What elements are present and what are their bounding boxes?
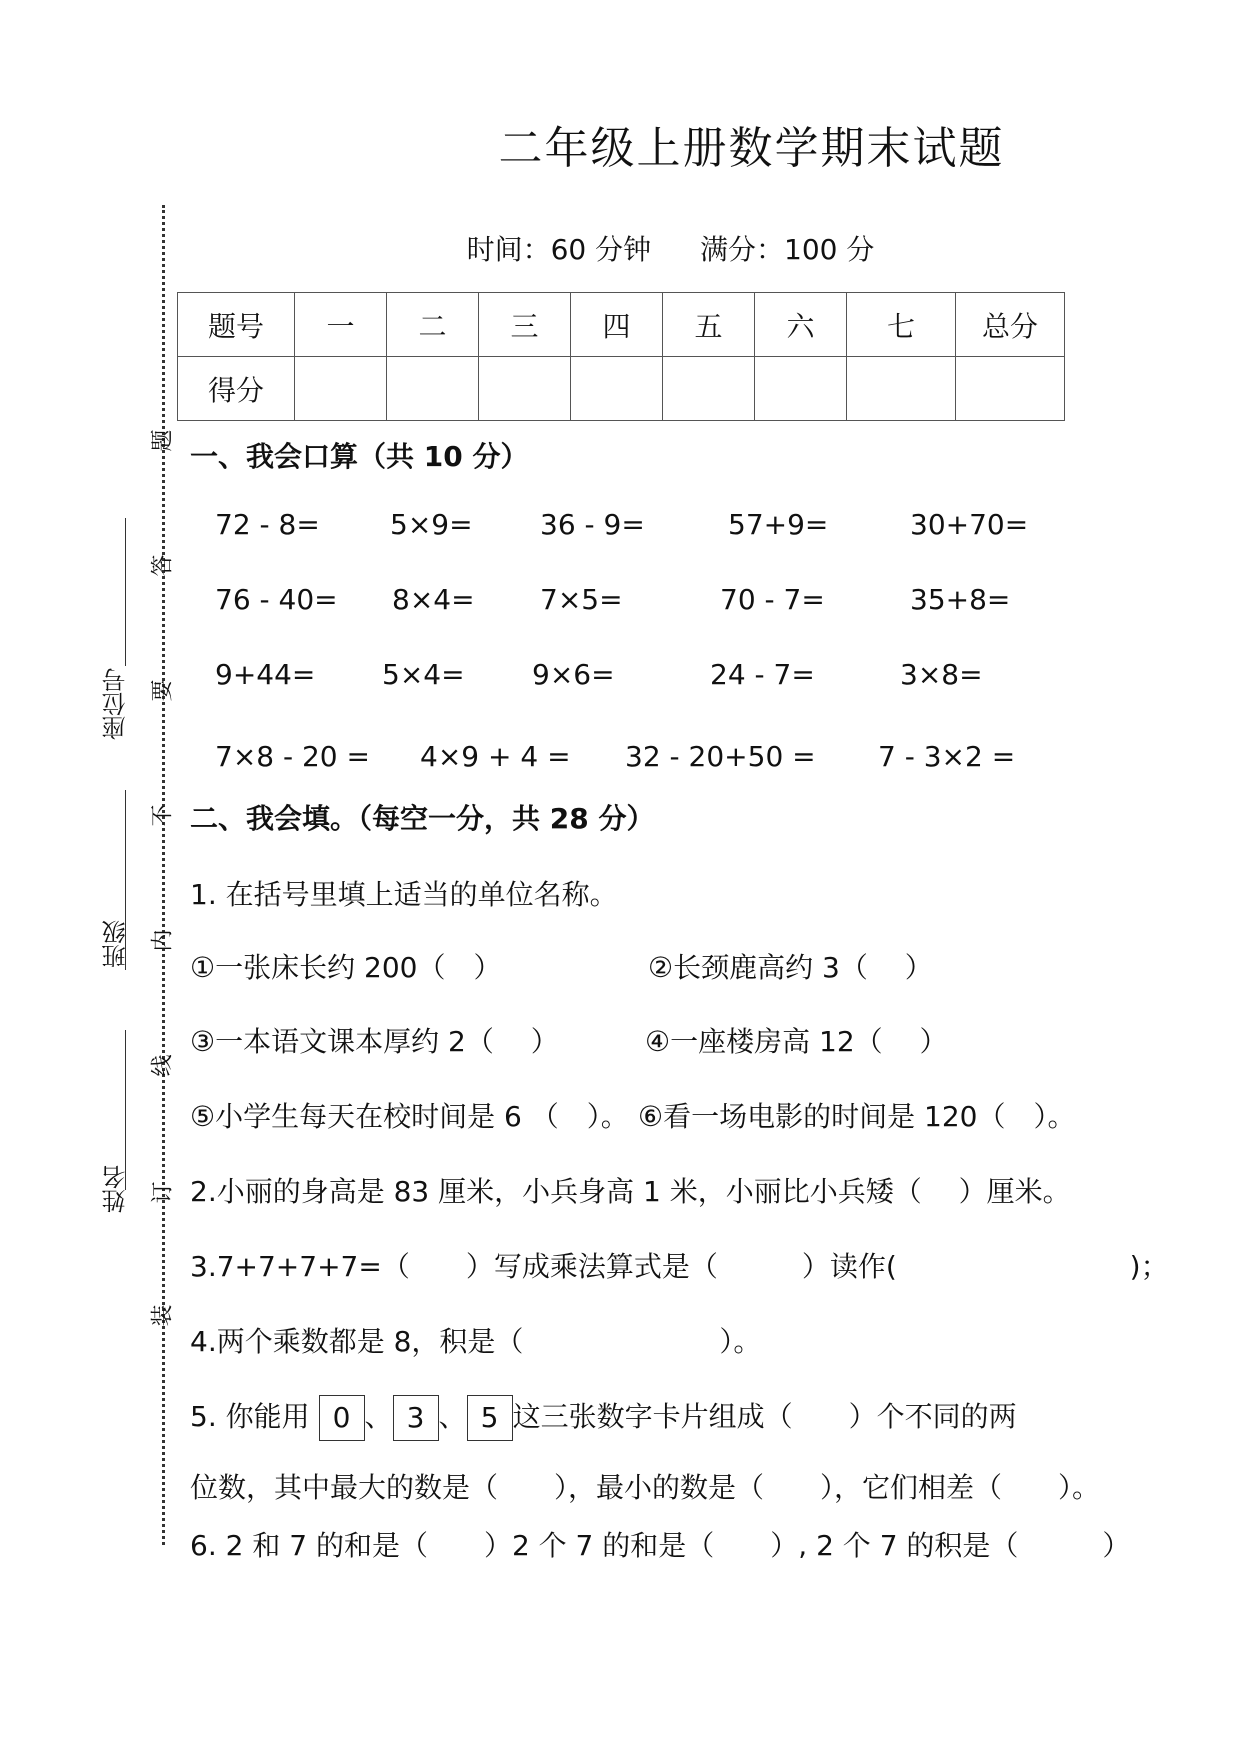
calc-item: 7 - 3×2 = [878,740,1016,773]
table-cell: 六 [755,293,847,357]
table-cell: 七 [847,293,956,357]
q1-item: ⑤小学生每天在校时间是 6 （ ）。 [190,1100,629,1133]
calc-item: 4×9 + 4 = [420,740,571,773]
binding-dotted-line [162,205,165,1545]
name-label: 姓名 [102,1165,130,1213]
score-input-cell[interactable] [479,357,571,421]
calc-item: 7×8 - 20 = [215,740,370,773]
binding-char: 题 [150,429,176,452]
q5-suffix: 这三张数字卡片组成（ ）个不同的两 [512,1400,1017,1433]
binding-char: 答 [150,554,176,577]
calc-item: 7×5= [540,583,623,616]
time-label: 时间：60 分钟 [466,233,652,266]
calc-item: 36 - 9= [540,508,645,541]
q1-item: ②长颈鹿高约 3（ ） [648,951,933,984]
question-3: 3.7+7+7+7=（ ）写成乘法算式是（ ）读作( )； [190,1250,1169,1283]
binding-char: 要 [150,679,176,702]
table-cell: 题号 [178,293,295,357]
class-label: 班级 [102,920,130,968]
binding-char: 内 [150,929,176,952]
score-input-cell[interactable] [847,357,956,421]
calc-item: 9×6= [532,658,615,691]
calc-item: 5×9= [390,508,473,541]
table-cell: 二 [387,293,479,357]
calc-item: 5×4= [382,658,465,691]
score-table-header-row [178,293,1065,357]
question-6: 6. 2 和 7 的和是（ ）2 个 7 的和是（ ）, 2 个 7 的积是（ ） [190,1529,1131,1562]
calc-item: 35+8= [910,583,1011,616]
table-cell: 五 [663,293,755,357]
question-5 [190,1395,1017,1441]
calc-item: 9+44= [215,658,316,691]
binding-char: 订 [150,1181,176,1204]
calc-item: 8×4= [392,583,475,616]
exam-info [0,228,1241,268]
question-1: 1. 在括号里填上适当的单位名称。 [190,878,618,911]
question-4: 4.两个乘数都是 8，积是（ ）。 [190,1325,762,1358]
table-cell: 一 [295,293,387,357]
score-table [177,292,1065,421]
seat-line [125,518,126,666]
score-table-score-row [178,357,1065,421]
page-title: 二年级上册数学期末试题 [498,123,1005,174]
score-input-cell[interactable] [956,357,1065,421]
q5-prefix: 5. 你能用 [190,1400,310,1433]
digit-card: 0 [319,1395,365,1441]
question-2: 2.小丽的身高是 83 厘米，小兵身高 1 米，小丽比小兵矮（ ）厘米。 [190,1175,1071,1208]
table-cell: 四 [571,293,663,357]
binding-char: 线 [150,1054,176,1077]
full-score-label: 满分：100 分 [700,233,875,266]
score-input-cell[interactable] [663,357,755,421]
calc-item: 30+70= [910,508,1029,541]
table-cell: 得分 [178,357,295,421]
separator: 、 [438,1400,467,1433]
calc-item: 3×8= [900,658,983,691]
question-5-line2: 位数，其中最大的数是（ ），最小的数是（ ），它们相差（ ）。 [190,1471,1101,1504]
table-cell: 总分 [956,293,1065,357]
score-input-cell[interactable] [755,357,847,421]
calc-item: 32 - 20+50 = [625,740,816,773]
calc-item: 24 - 7= [710,658,815,691]
calc-item: 72 - 8= [215,508,320,541]
table-cell: 三 [479,293,571,357]
q1-item: ⑥看一场电影的时间是 120（ ）。 [638,1100,1076,1133]
q1-item: ①一张床长约 200（ ） [190,951,502,984]
binding-char: 不 [150,804,176,827]
score-input-cell[interactable] [295,357,387,421]
separator: 、 [364,1400,393,1433]
binding-char: 装 [150,1304,176,1327]
digit-card: 3 [393,1395,439,1441]
calc-item: 70 - 7= [720,583,825,616]
q1-item: ④一座楼房高 12（ ） [645,1025,948,1058]
calc-item: 76 - 40= [215,583,338,616]
score-input-cell[interactable] [571,357,663,421]
calc-item: 57+9= [728,508,829,541]
q1-item: ③一本语文课本厚约 2（ ） [190,1025,559,1058]
section2-title: 二、我会填。（每空一分，共 28 分） [190,802,655,835]
digit-card: 5 [467,1395,513,1441]
section1-title: 一、我会口算（共 10 分） [190,440,529,473]
score-input-cell[interactable] [387,357,479,421]
seat-label: 座位号 [102,668,130,740]
